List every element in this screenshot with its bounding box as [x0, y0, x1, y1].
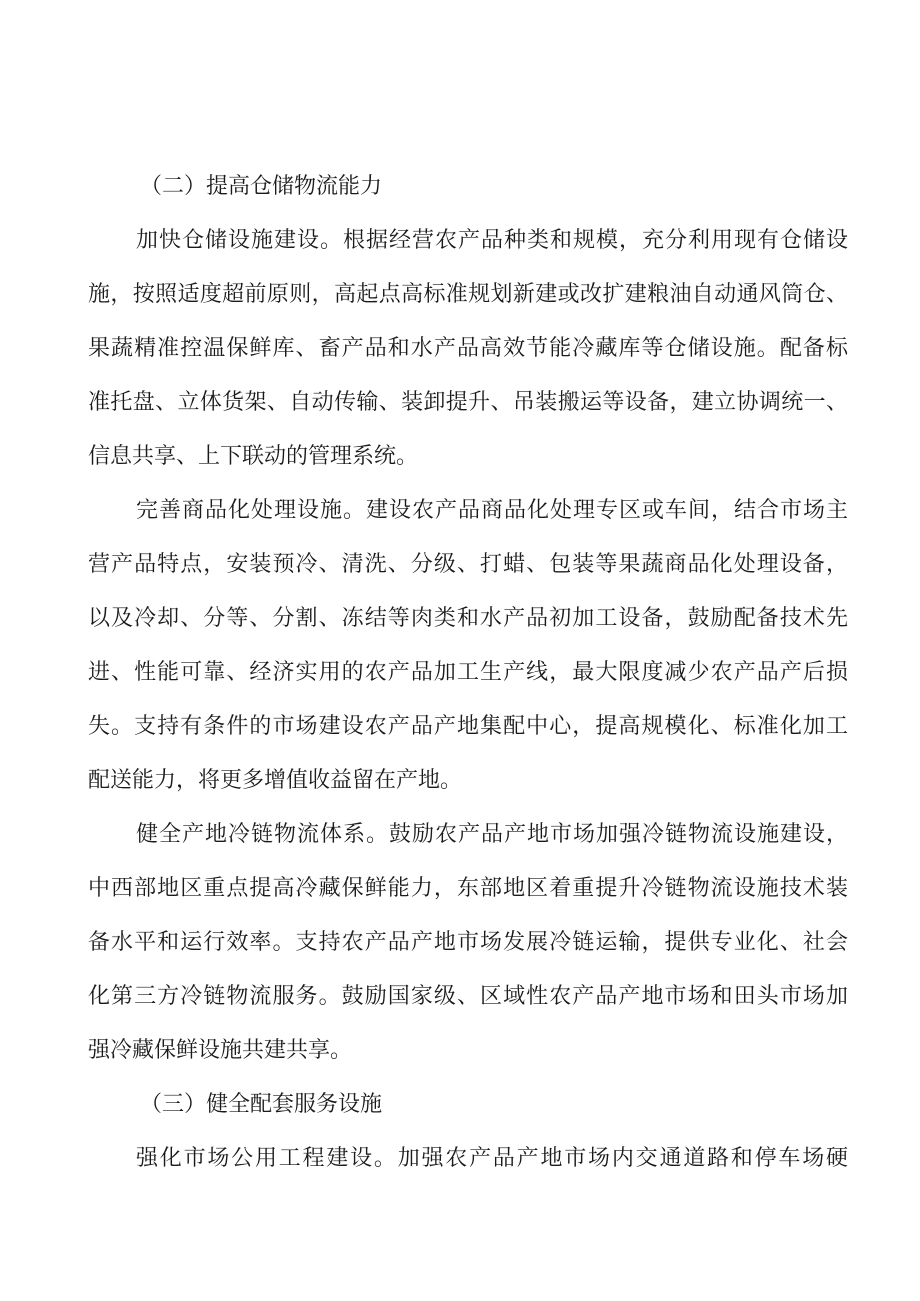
section-heading-2: （二）提高仓储物流能力	[140, 174, 383, 199]
section-heading-3: （三）健全配套服务设施	[140, 1092, 383, 1117]
paragraph-line: 中西部地区重点提高冷藏保鲜能力，东部地区着重提升冷链物流设施技术装	[88, 876, 848, 901]
paragraph-line: 施，按照适度超前原则，高起点高标准规划新建或改扩建粮油自动通风筒仓、	[88, 282, 848, 307]
paragraph-line: 备水平和运行效率。支持农产品产地市场发展冷链运输，提供专业化、社会	[88, 930, 848, 955]
paragraph-line: 果蔬精准控温保鲜库、畜产品和水产品高效节能冷藏库等仓储设施。配备标	[88, 336, 848, 361]
paragraph-line: 化第三方冷链物流服务。鼓励国家级、区域性农产品产地市场和田头市场加	[88, 984, 848, 1009]
paragraph-line: 以及冷却、分等、分割、冻结等肉类和水产品初加工设备，鼓励配备技术先	[88, 606, 848, 631]
paragraph-line: 强化市场公用工程建设。加强农产品产地市场内交通道路和停车场硬	[136, 1146, 848, 1171]
paragraph-line: 强冷藏保鲜设施共建共享。	[88, 1038, 353, 1063]
paragraph-line: 营产品特点，安装预冷、清洗、分级、打蜡、包装等果蔬商品化处理设备，	[88, 552, 848, 577]
paragraph-line: 进、性能可靠、经济实用的农产品加工生产线，最大限度减少农产品产后损	[88, 660, 848, 685]
paragraph-line: 准托盘、立体货架、自动传输、装卸提升、吊装搬运等设备，建立协调统一、	[88, 390, 848, 415]
paragraph-line: 完善商品化处理设施。建设农产品商品化处理专区或车间，结合市场主	[136, 498, 848, 523]
paragraph-line: 配送能力，将更多增值收益留在产地。	[88, 768, 463, 793]
paragraph-line: 失。支持有条件的市场建设农产品产地集配中心，提高规模化、标准化加工	[88, 714, 848, 739]
paragraph-line: 健全产地冷链物流体系。鼓励农产品产地市场加强冷链物流设施建设，	[136, 822, 848, 847]
paragraph-line: 信息共享、上下联动的管理系统。	[88, 444, 419, 469]
paragraph-line: 加快仓储设施建设。根据经营农产品种类和规模，充分利用现有仓储设	[136, 228, 848, 253]
